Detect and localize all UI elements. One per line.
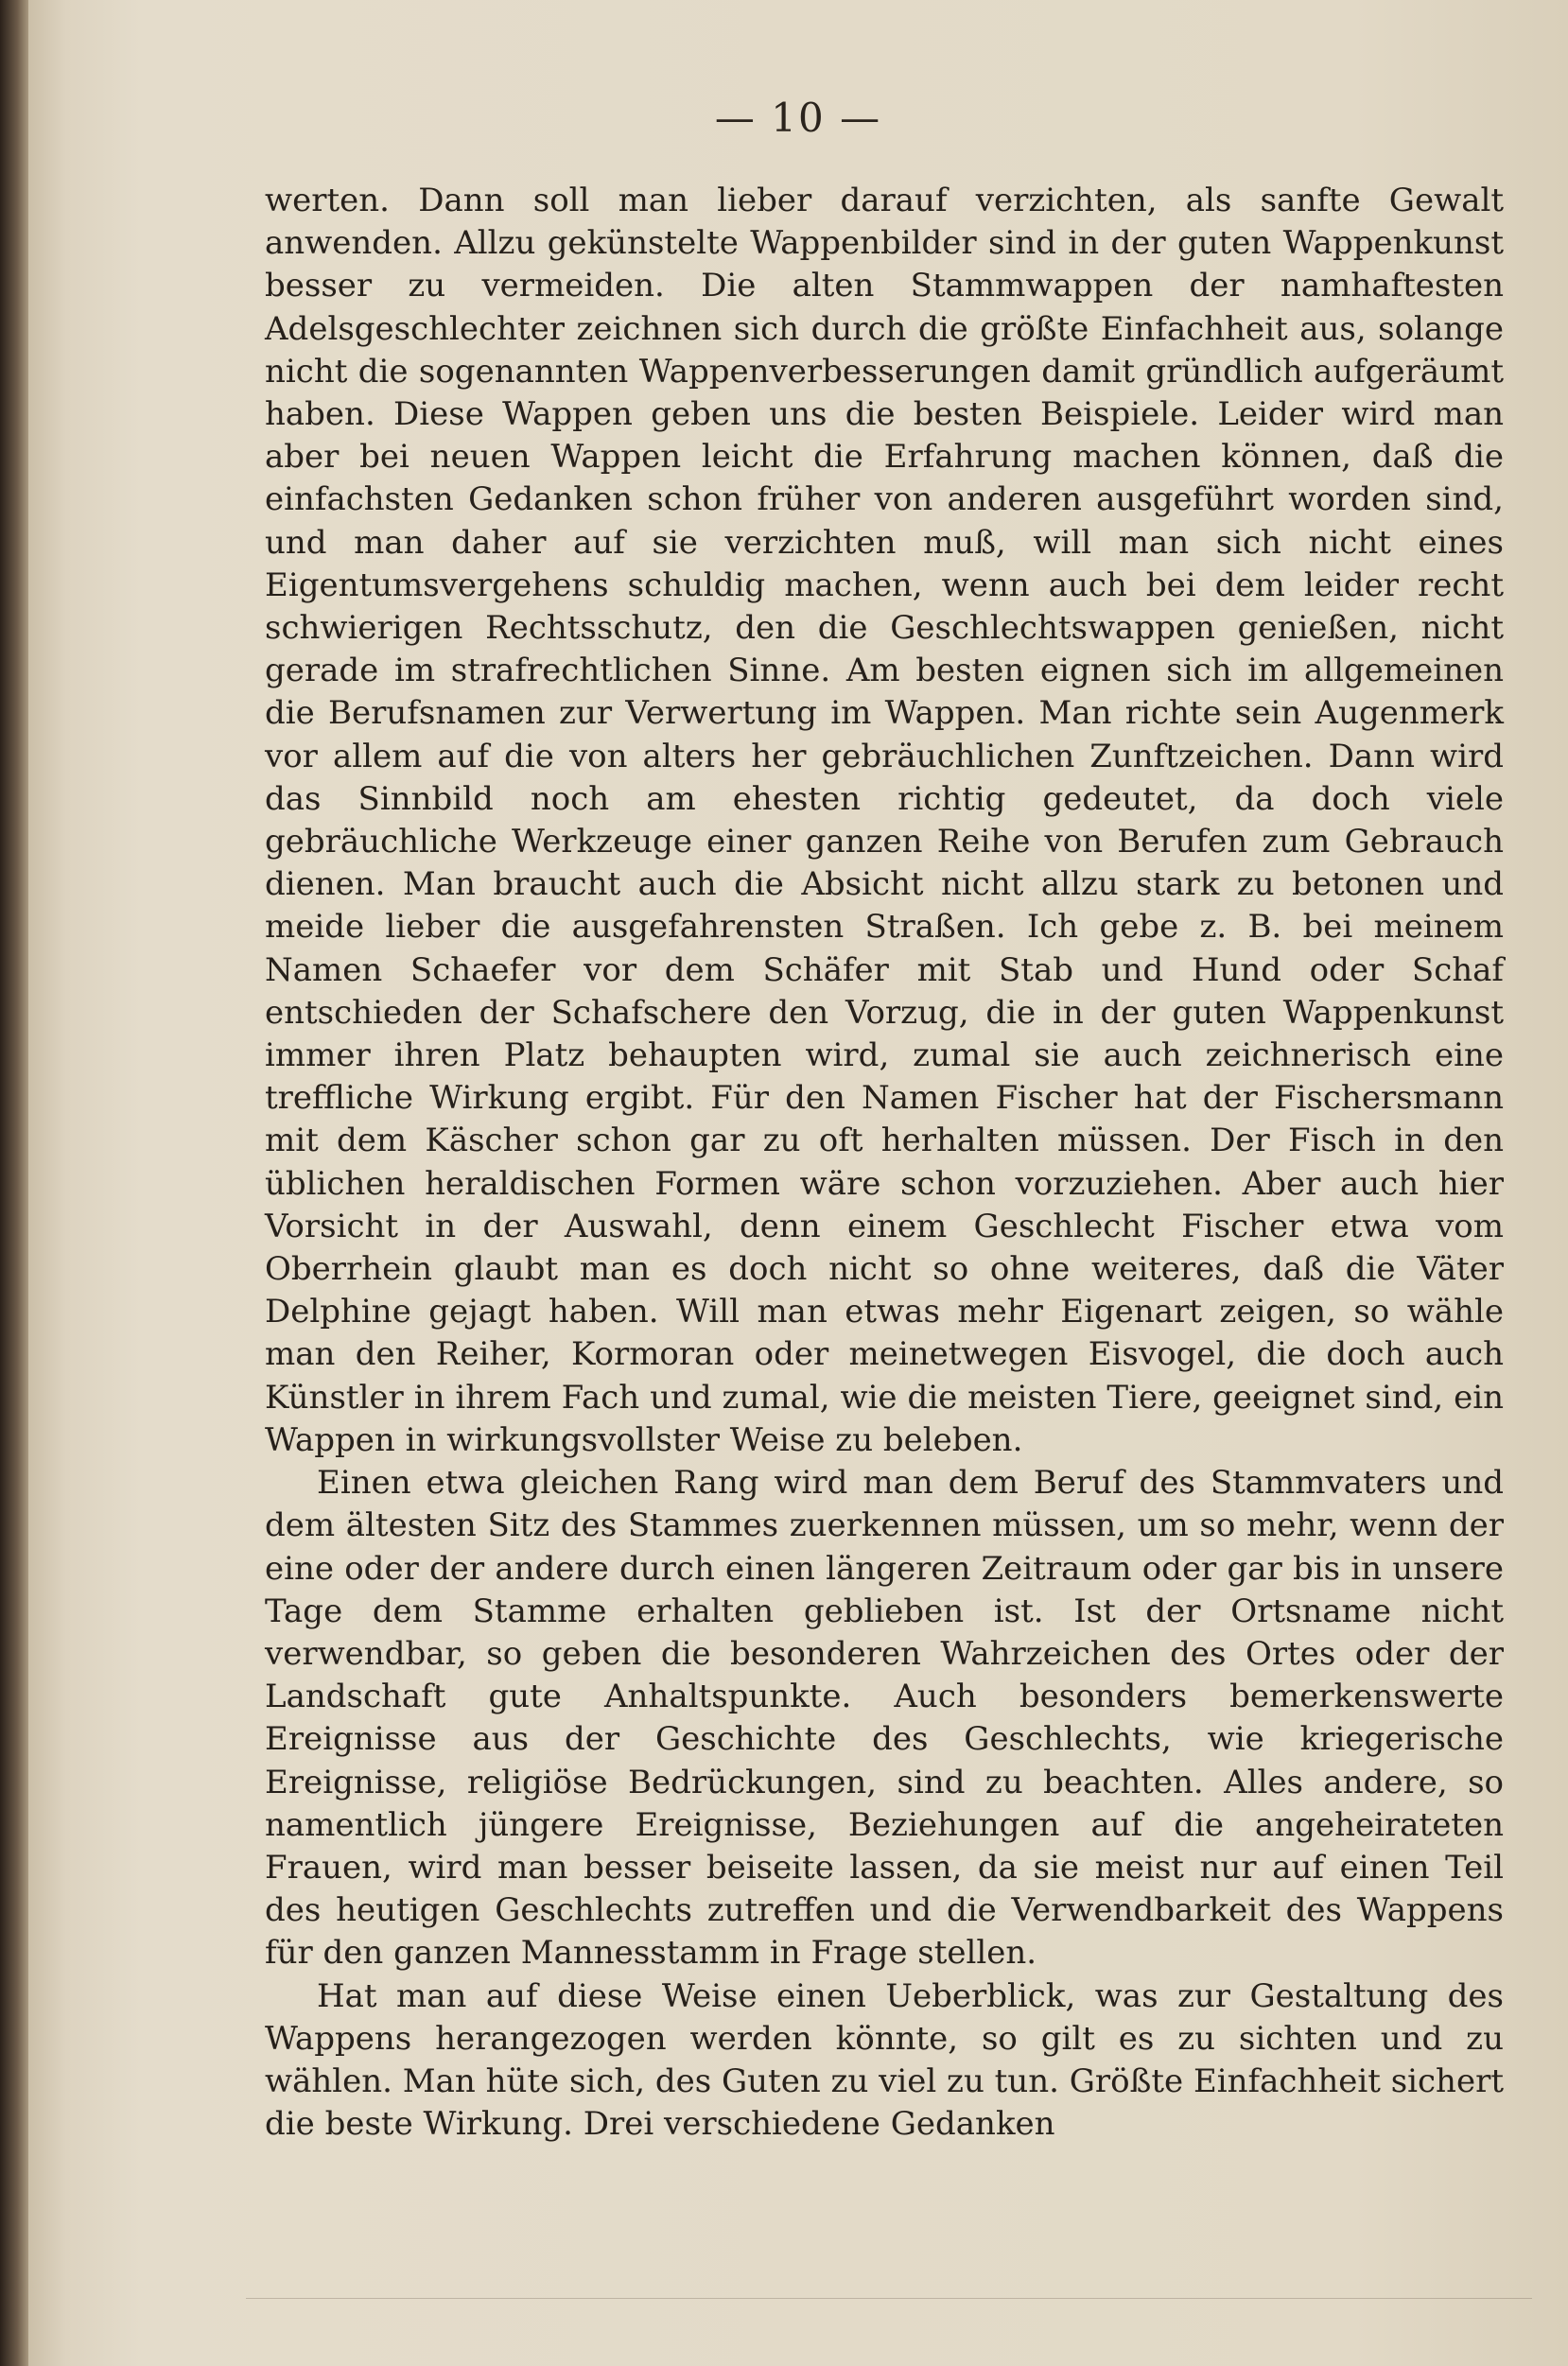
body-text (265, 180, 1504, 2146)
book-binding-edge (0, 0, 28, 2366)
page-number: — 10 — (714, 95, 882, 141)
book-page (28, 0, 1568, 2366)
paragraph-2: Einen etwa gleichen Rang wird man dem Beruf des Stammvaters und dem ältesten Sitz des Stammes zuerkennen müssen, um so mehr, wenn der eine oder der andere durch einen längeren Zeitraum oder gar bis in unsere Tage dem Stamme erhalten geblieben ist. Ist der Ortsname nicht verwendbar, so geben die besonderen Wahrzeichen des Ortes oder der Landschaft gute Anhaltspunkte. Auch besonders bemerkenswerte Ereignisse aus der Geschichte des Geschlechts, wie kriegerische Ereignisse, religiöse Bedrückungen, sind zu beachten. Alles andere, so namentlich jüngere Ereignisse, Beziehungen auf die angeheirateten Frauen, wird man besser beiseite lassen, da sie meist nur auf einen Teil des heutigen Geschlechts zutreffen und die Verwendbarkeit des Wappens für den ganzen Mannesstamm in Frage stellen. (265, 1464, 1504, 1973)
page-bottom-shadow (246, 2298, 1532, 2299)
paragraph-1: werten. Dann soll man lieber darauf verzichten, als sanfte Gewalt anwenden. Allzu gekünstelte Wappenbilder sind in der guten Wappenkunst besser zu vermeiden. Die alten Stammwappen der namhaftesten Adelsgeschlechter zeichnen sich durch die größte Einfachheit aus, solange nicht die sogenannten Wappenverbesserungen damit gründlich aufgeräumt haben. Diese Wappen geben uns die besten Beispiele. Leider wird man aber bei neuen Wappen leicht die Erfahrung machen können, daß die einfachsten Gedanken schon früher von anderen ausgeführt worden sind, und man daher auf sie verzichten muß, will man sich nicht eines Eigentumsvergehens schuldig machen, wenn auch bei dem leider recht schwierigen Rechtsschutz, den die Geschlechtswappen genießen, nicht gerade im strafrechtlichen Sinne. Am besten eignen sich im allgemeinen die Berufsnamen zur Verwertung im Wappen. Man richte sein Augenmerk vor allem auf die von alters her gebräuchlichen Zunftzeichen. Dann wird das Sinnbild noch am ehesten richtig gedeutet, da doch viele gebräuchliche Werkzeuge einer ganzen Reihe von Berufen zum Gebrauch dienen. Man braucht auch die Absicht nicht allzu stark zu betonen und meide lieber die ausgefahrensten Straßen. Ich gebe z. B. bei meinem Namen Schaefer vor dem Schäfer mit Stab und Hund oder Schaf entschieden der Schafschere den Vorzug, die in der guten Wappenkunst immer ihren Platz behaupten wird, zumal sie auch zeichnerisch eine treffliche Wirkung ergibt. Für den Namen Fischer hat der Fischersmann mit dem Käscher schon gar zu oft herhalten müssen. Der Fisch in den üblichen heraldischen Formen wäre schon vorzuziehen. Aber auch hier Vorsicht in der Auswahl, denn einem Geschlecht Fischer etwa vom Oberrhein glaubt man es doch nicht so ohne weiteres, daß die Väter Delphine gejagt haben. Will man etwas mehr Eigenart zeigen, so wähle man den Reiher, Kormoran oder meinetwegen Eisvogel, die doch auch Künstler in ihrem Fach und zumal, wie die meisten Tiere, geeignet sind, ein Wappen in wirkungsvollster Weise zu beleben. (265, 182, 1504, 1459)
paragraph-3: Hat man auf diese Weise einen Ueberblick, was zur Gestaltung des Wappens herangezogen werden könnte, so gilt es zu sichten und zu wählen. Man hüte sich, des Guten zu viel zu tun. Größte Einfachheit sichert die beste Wirkung. Drei verschiedene Gedanken (265, 1976, 1504, 2144)
